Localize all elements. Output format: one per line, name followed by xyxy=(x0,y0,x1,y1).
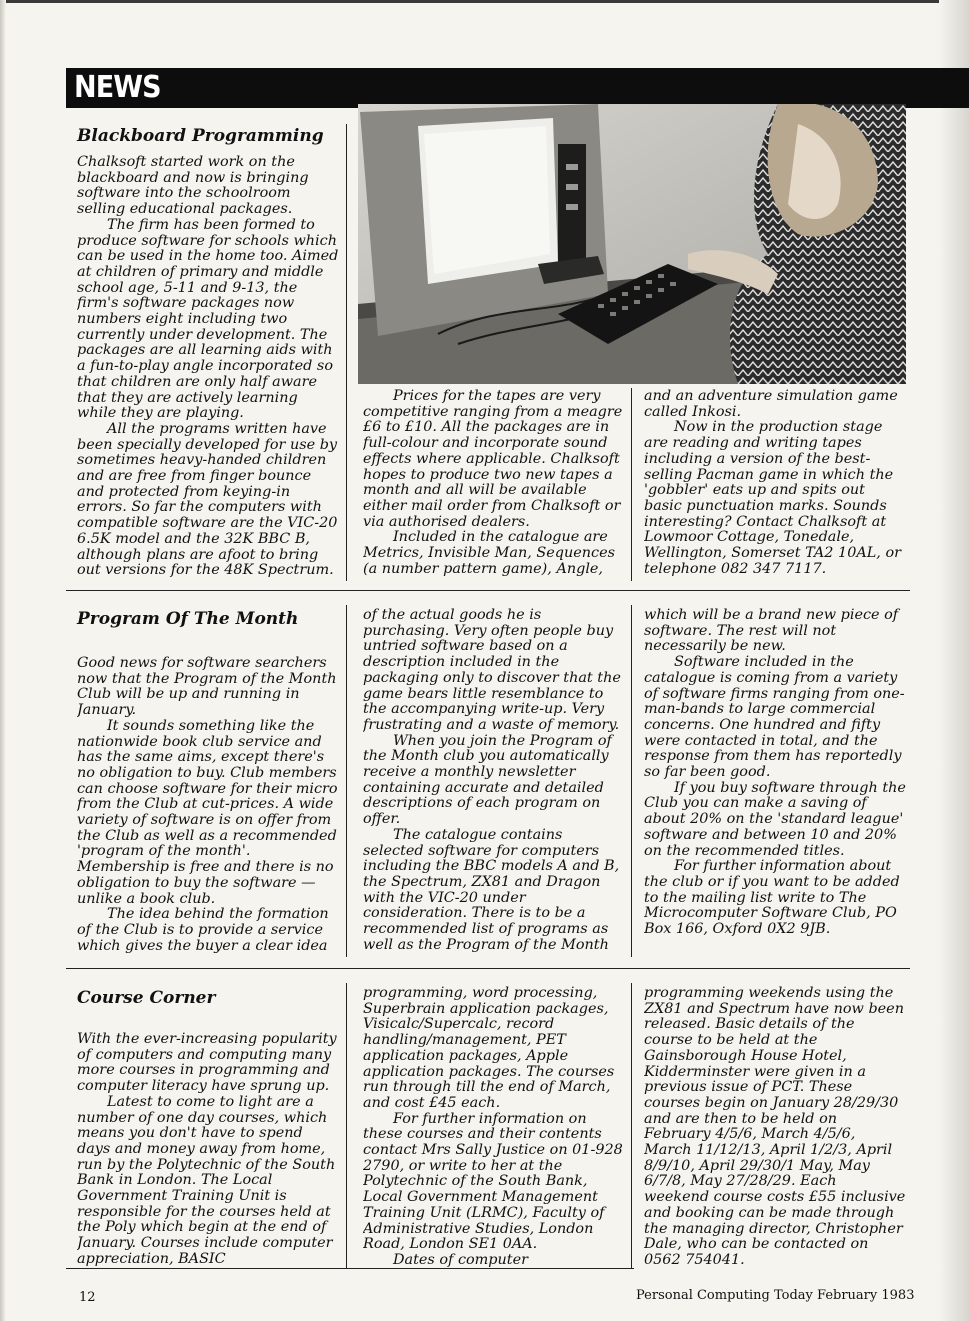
article-column-course-1 xyxy=(77,1032,339,1268)
article-heading-program-of-the-month: Program Of The Month xyxy=(77,609,299,629)
news-banner xyxy=(66,68,969,108)
paragraph: The catalogue contains selected software for computers including the BBC models A and B, the Spectrum, ZX81 and Dragon with the VIC-20 under consideration. There is to be a recommended list of programs as well as the Program of the Month xyxy=(363,826,620,953)
article-column-program-1 xyxy=(77,656,339,958)
paragraph: and an adventure simulation game called Inkosi. xyxy=(644,389,898,420)
bottom-rule xyxy=(66,1268,634,1269)
paragraph: of the actual goods he is purchasing. Very often people buy untried software based on a description included in the packaging only to discover that the game bears little resemblance to the accompanying write-up. Very frustrating and a waste of memory. xyxy=(363,608,621,733)
page-top-edge xyxy=(0,0,969,3)
paragraph: Prices for the tapes are very competitive ranging from a meagre £6 to £10. All the packages are in full-colour and incorporate sound effects where applicable. Chalksoft hopes to produce two new tapes a month and all will be available either mail order from Chalksoft or via authorised dealers. xyxy=(363,389,623,530)
paragraph: If you buy software through the Club you can make a saving of about 20% on the 'standard league' software and between 10 and 20% on the recommended titles. xyxy=(644,779,906,859)
article-heading-blackboard: Blackboard Programming xyxy=(77,126,324,146)
paragraph: Software included in the catalogue is coming from a variety of software firms ranging from one-man-bands to large commercial concerns. One hundred and fifty were contacted in total, and the response from them has reportedly so far been good. xyxy=(644,654,905,781)
page-right-shadow xyxy=(939,0,969,1321)
paragraph: It sounds something like the nationwide book club service and has the same aims, except there's no obligation to buy. Club members can choose software for their micro from the Club at cut-prices. A wide variety of software is on offer from the Club as well as a recommended 'program of the month'. Membership is free and there is no obligation to buy the software — unlike a book club. xyxy=(77,717,338,907)
column-divider xyxy=(631,983,632,1269)
paragraph: For further information on these courses and their contents contact Mrs Sally Justice on 01-928 2790, or write to her at the Polytechnic of the South Bank, Local Government Management Training Unit (LRMC), Faculty of Administrative Studies, London Road, London SE1 0AA. xyxy=(363,1110,623,1253)
page-number: 12 xyxy=(79,1290,96,1305)
article-column-blackboard-2 xyxy=(363,389,625,581)
paragraph: When you join the Program of the Month club you automatically receive a monthly newsletter containing accurate and detailed descriptions of each program on offer. xyxy=(363,732,612,828)
section-divider xyxy=(66,968,910,969)
paragraph: Latest to come to light are a number of one day courses, which means you don't have to spend days and money away from home, run by the Polytechnic of the South Bank in London. The Local Government Training Unit is responsible for the courses held at the Poly which begin at the end of January. Courses include computer appreciation, BASIC xyxy=(77,1093,336,1267)
page-left-shadow xyxy=(0,0,6,1321)
publication-footer: Personal Computing Today February 1983 xyxy=(636,1288,915,1303)
article-column-course-2 xyxy=(363,986,625,1269)
paragraph: The firm has been formed to produce software for schools which can be used in the home too. Aimed at children of primary and middle school age, 5-11 and 9-13, the firm's software packages now numbers eight including two currently under development. The packages are all learning aids with a fun-to-play angle incorporated so that children are only half aware that they are actively learning while they are playing. xyxy=(77,216,339,422)
article-heading-course-corner: Course Corner xyxy=(77,988,216,1008)
photo-illustration xyxy=(358,104,906,384)
article-column-course-3 xyxy=(644,986,906,1269)
column-divider xyxy=(346,124,347,581)
column-divider xyxy=(631,388,632,581)
paragraph: All the programs written have been specially developed for use by sometimes heavy-handed children and are free from finger bounce and protected from keying-in errors. So far the computers with compatible software are the VIC-20 6.5K model and the 32K BBC B, although plans are afoot to bring out versions for the 48K Spectrum. xyxy=(77,420,338,579)
article-photo-child-at-computer xyxy=(358,104,906,384)
article-column-blackboard-3 xyxy=(644,389,906,581)
paragraph: Good news for software searchers now that the Program of the Month Club will be up and running in January. xyxy=(77,656,337,719)
article-column-blackboard-1 xyxy=(77,155,339,580)
paragraph: Now in the production stage are reading and writing tapes including a version of the best-selling Pacman game in which the 'gobbler' eats up and spits out basic punctuation marks. Sounds interesting? Contact Chalksoft at Lowmoor Cottage, Tonedale, Wellington, Somerset TA2 10AL, or telephone 082 347 7117. xyxy=(644,419,901,577)
paragraph: For further information about the club or if you want to be added to the mailing list write to The Microcomputer Software Club, PO Box 166, Oxford 0X2 9JB. xyxy=(644,858,900,938)
paragraph: The idea behind the formation of the Club is to provide a service which gives the buyer a clear idea xyxy=(77,906,329,954)
paragraph: Dates of computer xyxy=(393,1251,528,1268)
paragraph: Included in the catalogue are Metrics, Invisible Man, Sequences (a number pattern game), Angle, xyxy=(363,529,616,577)
article-column-program-2 xyxy=(363,608,625,958)
article-column-program-3 xyxy=(644,608,906,958)
paragraph: Chalksoft started work on the blackboard and now is bringing software into the schoolroom selling educational packages. xyxy=(77,155,309,218)
column-divider xyxy=(346,983,347,1269)
paragraph: programming, word processing, Superbrain application packages, Visicalc/Supercalc, record handling/management, PET application packages, Apple application packages. The courses run through till the end of March, and cost £45 each. xyxy=(363,986,615,1111)
paragraph: With the ever-increasing popularity of computers and computing many more courses in programming and computer literacy have sprung up. xyxy=(77,1032,337,1095)
paragraph: programming weekends using the ZX81 and Spectrum have now been released. Basic details of the course to be held at the Gainsborough House Hotel, Kidderminster were given in a previous issue of PCT. These courses begin on January 28/29/30 and are then to be held on February 4/5/6, March 4/5/6, March 11/12/13, April 1/2/3, April 8/9/10, April 29/30/1 May, May 6/7/8, May 27/28/29. Each weekend course costs £55 inclusive and booking can be made through the managing director, Christopher Dale, who can be contacted on 0562 754041. xyxy=(644,986,906,1268)
section-divider xyxy=(66,590,910,591)
paragraph: which will be a brand new piece of software. The rest will not necessarily be new. xyxy=(644,608,899,655)
column-divider xyxy=(631,605,632,957)
column-divider xyxy=(346,605,347,957)
section-label: NEWS xyxy=(74,70,161,105)
